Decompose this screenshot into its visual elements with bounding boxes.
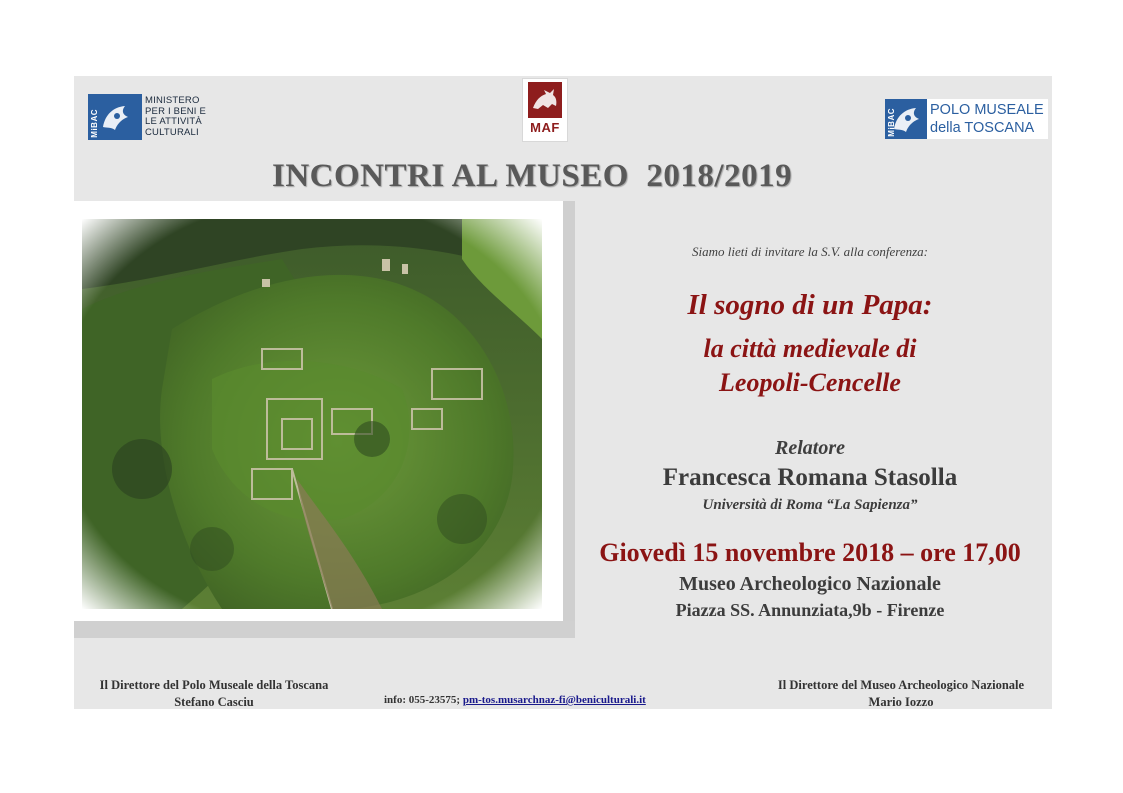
- speaker-label: Relatore: [775, 437, 845, 459]
- maf-label: MAF: [530, 120, 560, 135]
- info-phone: info: 055-23575;: [384, 694, 463, 706]
- event-date: Giovedì 15 novembre 2018 – ore 17,00: [599, 538, 1021, 567]
- email-link[interactable]: pm-tos.musarchnaz-fi@beniculturali.it: [462, 694, 646, 706]
- polo-line: della TOSCANA: [930, 120, 1035, 136]
- polo-museale-logo: [885, 99, 1048, 139]
- polo-line: POLO MUSEALE: [930, 102, 1044, 118]
- event-venue: Museo Archeologico Nazionale: [679, 573, 941, 595]
- speaker-name: Francesca Romana Stasolla: [662, 464, 958, 491]
- maf-logo: [522, 78, 568, 142]
- mibac-seal: [885, 99, 927, 139]
- talk-title-line2: la città medievale di: [703, 334, 917, 363]
- ministero-line: MINISTERO: [145, 95, 200, 106]
- ministero-text: [145, 96, 206, 138]
- seal-emblem-icon: [95, 97, 135, 137]
- director-name: Mario Iozzo: [868, 695, 934, 709]
- talk-title-line1: Il sogno di un Papa:: [687, 289, 933, 321]
- speaker-affiliation: Università di Roma “La Sapienza”: [702, 497, 918, 513]
- aerial-photo: [82, 219, 542, 609]
- talk-title-line3: Leopoli-Cencelle: [719, 368, 901, 397]
- ministero-logo: [88, 94, 206, 140]
- contact-info: [384, 694, 646, 706]
- ministero-line: PER I BENI E: [145, 105, 207, 117]
- seal-label: MiBAC: [90, 109, 99, 138]
- seal-label: MiBAC: [887, 108, 896, 137]
- event-address: Piazza SS. Annunziata,9b - Firenze: [675, 600, 945, 620]
- director-name: Stefano Casciu: [174, 695, 254, 709]
- signature-right: [752, 677, 1050, 711]
- mibac-seal: [88, 94, 142, 140]
- photo-shadow: [74, 621, 575, 638]
- ministero-line: CULTURALI: [145, 126, 199, 138]
- director-role: Il Direttore del Museo Archeologico Nazionale: [777, 678, 1025, 692]
- photo-shadow: [563, 201, 575, 638]
- invite-text: Siamo lieti di invitare la S.V. alla conferenza:: [691, 244, 929, 259]
- ministero-line: LE ATTIVITÀ: [145, 116, 202, 127]
- chimera-icon: [528, 82, 562, 118]
- page-title: INCONTRI AL MUSEO 2018/2019: [272, 158, 793, 194]
- signature-left: [78, 677, 350, 711]
- polo-text: [927, 101, 1048, 137]
- director-role: Il Direttore del Polo Museale della Toscana: [99, 678, 329, 692]
